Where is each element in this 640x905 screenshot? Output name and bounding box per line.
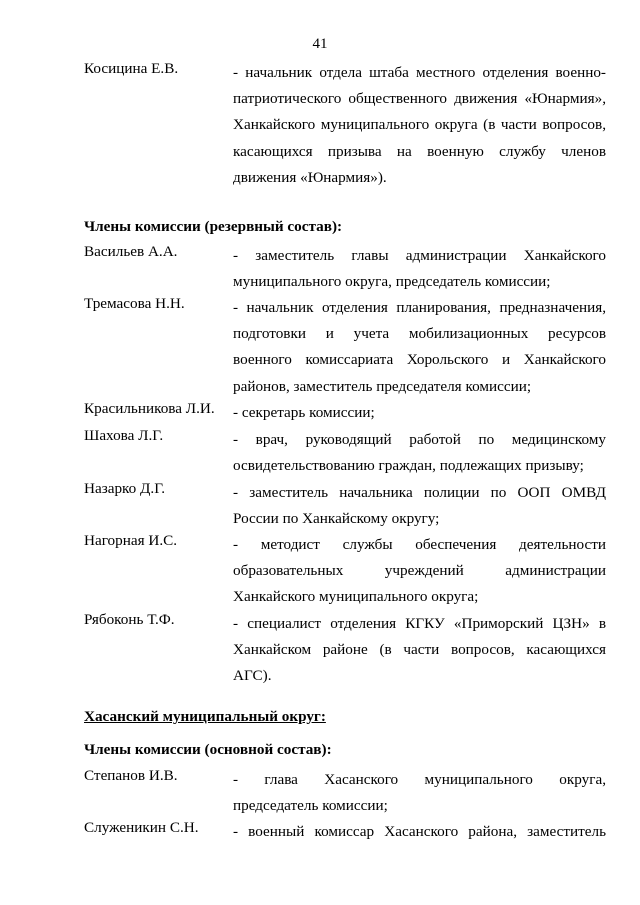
member-name: Тремасова Н.Н. (84, 295, 185, 312)
member-entry (84, 295, 606, 400)
member-role (233, 427, 606, 479)
member-role (233, 532, 606, 611)
role-line: Ханкайского муниципального округа; (233, 588, 479, 606)
member-role (233, 480, 606, 532)
member-role (233, 767, 606, 819)
role-line: - заместитель главы администрации Ханкайского (233, 247, 606, 264)
role-line: освидетельствованию граждан, подлежащих призыву; (233, 457, 584, 475)
member-name: Красильникова Л.И. (84, 400, 215, 417)
member-role (233, 611, 606, 690)
member-name: Шахова Л.Г. (84, 427, 164, 444)
role-line: - методист службы обеспечения деятельности (233, 536, 606, 553)
member-name: Васильев А.А. (84, 243, 178, 260)
role-line: районов, заместитель председателя комиссии; (233, 377, 532, 395)
member-name: Степанов И.В. (84, 767, 178, 784)
section-heading-main: Члены комиссии (основной состав): (84, 741, 332, 758)
role-line: председатель комиссии; (233, 797, 388, 815)
member-entry (84, 400, 606, 426)
member-entry (84, 480, 606, 532)
role-line: - военный комиссар Хасанского района, заместитель (233, 823, 606, 840)
member-entry (84, 819, 606, 845)
member-name: Назарко Д.Г. (84, 480, 166, 497)
member-name: Рябоконь Т.Ф. (84, 611, 175, 628)
member-name: Нагорная И.С. (84, 532, 178, 549)
member-entry (84, 532, 606, 611)
role-line: России по Ханкайскому округу; (233, 510, 440, 528)
role-line: патриотического общественного движения «Юнармия», (233, 90, 606, 108)
role-line: Ханкайского муниципального округа (в части вопросов, (233, 116, 606, 134)
role-line: военного комиссариата Хорольского и Ханкайского (233, 351, 606, 369)
member-entry (84, 427, 606, 479)
role-line: муниципального округа, председатель комиссии; (233, 273, 551, 291)
role-line: подготовки и учета мобилизационных ресурсов (233, 325, 606, 343)
member-role (233, 60, 606, 191)
district-heading: Хасанский муниципальный округ: (84, 708, 326, 725)
role-line: - начальник отделения планирования, предназначения, (233, 299, 606, 316)
role-line: Ханкайском районе (в части вопросов, касающихся (233, 641, 606, 659)
role-line: - начальник отдела штаба местного отделения военно- (233, 64, 606, 81)
member-name: Служеникин С.Н. (84, 819, 199, 836)
member-role (233, 400, 606, 426)
member-entry (84, 60, 606, 191)
member-entry (84, 243, 606, 295)
role-line: - врач, руководящий работой по медицинскому (233, 431, 606, 448)
member-entry (84, 767, 606, 819)
role-line: - специалист отделения КГКУ «Приморский ЦЗН» в (233, 615, 606, 632)
member-entry (84, 611, 606, 690)
role-line: образовательных учреждений администрации (233, 562, 606, 580)
role-line: - заместитель начальника полиции по ООП ОМВД (233, 484, 606, 501)
member-role (233, 819, 606, 845)
page-number: 41 (312, 36, 328, 52)
section-heading-reserve: Члены комиссии (резервный состав): (84, 218, 343, 235)
role-line: АГС). (233, 667, 272, 685)
role-line: - секретарь комиссии; (233, 404, 375, 421)
member-name: Косицина Е.В. (84, 60, 179, 77)
member-role (233, 295, 606, 400)
member-role (233, 243, 606, 295)
role-line: касающихся призыва на военную службу членов (233, 142, 606, 160)
role-line: движения «Юнармия»). (233, 168, 387, 186)
role-line: - глава Хасанского муниципального округа, (233, 771, 606, 788)
